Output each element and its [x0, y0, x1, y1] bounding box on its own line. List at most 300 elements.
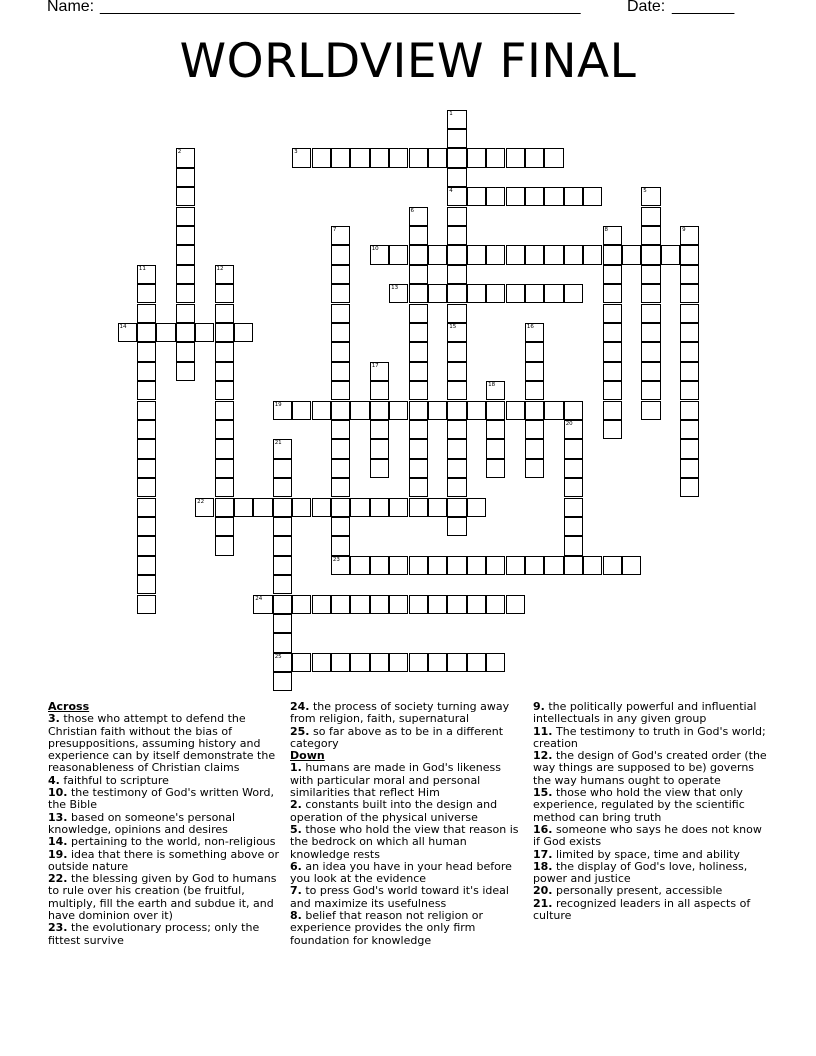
clue-number-label: 4. [48, 773, 60, 787]
grid-cell[interactable] [234, 498, 253, 517]
grid-cell[interactable] [428, 401, 447, 420]
clue-number: 22 [197, 498, 205, 505]
grid-cell[interactable] [389, 284, 408, 303]
grid-cell[interactable] [137, 478, 156, 497]
grid-cell[interactable] [234, 323, 253, 342]
grid-cell[interactable] [486, 653, 505, 672]
grid-cell[interactable] [273, 401, 292, 420]
grid-cell[interactable] [680, 265, 699, 284]
grid-cell[interactable] [506, 148, 525, 167]
grid-cell[interactable] [409, 148, 428, 167]
grid-cell[interactable] [331, 304, 350, 323]
grid-cell[interactable] [312, 148, 331, 167]
grid-cell[interactable] [603, 362, 622, 381]
grid-cell[interactable] [428, 653, 447, 672]
grid-cell[interactable] [544, 187, 563, 206]
grid-cell[interactable] [467, 556, 486, 575]
grid-cell[interactable] [176, 284, 195, 303]
grid-cell[interactable] [641, 401, 660, 420]
grid-cell[interactable] [389, 245, 408, 264]
grid-cell[interactable] [331, 342, 350, 361]
grid-cell[interactable] [564, 536, 583, 555]
grid-cell[interactable] [428, 245, 447, 264]
grid-cell[interactable] [176, 226, 195, 245]
grid-cell[interactable] [583, 556, 602, 575]
grid-cell[interactable] [564, 556, 583, 575]
grid-cell[interactable] [603, 304, 622, 323]
grid-cell[interactable] [215, 284, 234, 303]
grid-cell[interactable] [370, 362, 389, 381]
grid-cell[interactable] [525, 342, 544, 361]
grid-cell[interactable] [215, 381, 234, 400]
grid-cell[interactable] [331, 498, 350, 517]
grid-cell[interactable] [428, 556, 447, 575]
grid-cell[interactable] [350, 556, 369, 575]
grid-cell[interactable] [331, 556, 350, 575]
grid-cell[interactable] [409, 226, 428, 245]
grid-cell[interactable] [409, 362, 428, 381]
grid-cell[interactable] [273, 556, 292, 575]
grid-cell[interactable] [273, 498, 292, 517]
grid-cell[interactable] [331, 536, 350, 555]
grid-cell[interactable] [409, 420, 428, 439]
grid-cell[interactable] [447, 148, 466, 167]
grid-cell[interactable] [350, 653, 369, 672]
grid-cell[interactable] [641, 245, 660, 264]
grid-cell[interactable] [486, 187, 505, 206]
grid-cell[interactable] [603, 381, 622, 400]
grid-cell[interactable] [603, 226, 622, 245]
grid-cell[interactable] [544, 148, 563, 167]
grid-cell[interactable] [447, 323, 466, 342]
grid-cell[interactable] [603, 265, 622, 284]
grid-cell[interactable] [118, 323, 137, 342]
grid-cell[interactable] [331, 478, 350, 497]
grid-cell[interactable] [292, 401, 311, 420]
grid-cell[interactable] [215, 536, 234, 555]
grid-cell[interactable] [176, 245, 195, 264]
grid-cell[interactable] [680, 323, 699, 342]
grid-cell[interactable] [370, 401, 389, 420]
grid-cell[interactable] [409, 381, 428, 400]
grid-cell[interactable] [680, 284, 699, 303]
grid-cell[interactable] [603, 284, 622, 303]
grid-cell[interactable] [176, 323, 195, 342]
grid-cell[interactable] [370, 459, 389, 478]
grid-cell[interactable] [641, 304, 660, 323]
grid-cell[interactable] [292, 653, 311, 672]
clue-item [533, 787, 769, 824]
grid-cell[interactable] [680, 420, 699, 439]
grid-cell[interactable] [370, 381, 389, 400]
grid-cell[interactable] [447, 439, 466, 458]
grid-cell[interactable] [564, 401, 583, 420]
grid-cell[interactable] [273, 517, 292, 536]
grid-cell[interactable] [544, 245, 563, 264]
clue-item [533, 726, 769, 751]
grid-cell[interactable] [641, 342, 660, 361]
grid-cell[interactable] [525, 401, 544, 420]
grid-cell[interactable] [137, 420, 156, 439]
grid-cell[interactable] [137, 381, 156, 400]
grid-cell[interactable] [583, 187, 602, 206]
grid-cell[interactable] [641, 226, 660, 245]
grid-cell[interactable] [680, 439, 699, 458]
grid-cell[interactable] [506, 401, 525, 420]
grid-cell[interactable] [680, 342, 699, 361]
grid-cell[interactable] [680, 381, 699, 400]
grid-cell[interactable] [641, 323, 660, 342]
grid-cell[interactable] [525, 439, 544, 458]
grid-cell[interactable] [447, 517, 466, 536]
grid-cell[interactable] [680, 245, 699, 264]
clue-item [533, 750, 769, 787]
grid-cell[interactable] [370, 420, 389, 439]
grid-cell[interactable] [641, 381, 660, 400]
grid-cell[interactable] [273, 478, 292, 497]
grid-cell[interactable] [292, 148, 311, 167]
grid-cell[interactable] [447, 110, 466, 129]
grid-cell[interactable] [467, 148, 486, 167]
grid-cell[interactable] [486, 439, 505, 458]
grid-cell[interactable] [680, 478, 699, 497]
grid-cell[interactable] [447, 653, 466, 672]
grid-cell[interactable] [331, 323, 350, 342]
grid-cell[interactable] [137, 459, 156, 478]
grid-cell[interactable] [137, 342, 156, 361]
grid-cell[interactable] [273, 536, 292, 555]
grid-cell[interactable] [486, 284, 505, 303]
grid-cell[interactable] [292, 595, 311, 614]
grid-cell[interactable] [312, 401, 331, 420]
grid-cell[interactable] [564, 459, 583, 478]
grid-cell[interactable] [680, 226, 699, 245]
clue-item [290, 824, 522, 861]
grid-cell[interactable] [409, 595, 428, 614]
grid-cell[interactable] [447, 401, 466, 420]
grid-cell[interactable] [622, 556, 641, 575]
grid-cell[interactable] [447, 245, 466, 264]
grid-cell[interactable] [603, 556, 622, 575]
grid-cell[interactable] [273, 459, 292, 478]
grid-cell[interactable] [176, 362, 195, 381]
grid-cell[interactable] [409, 265, 428, 284]
grid-cell[interactable] [486, 245, 505, 264]
grid-cell[interactable] [215, 304, 234, 323]
grid-cell[interactable] [603, 401, 622, 420]
grid-cell[interactable] [447, 304, 466, 323]
grid-cell[interactable] [564, 245, 583, 264]
grid-cell[interactable] [215, 265, 234, 284]
grid-cell[interactable] [137, 536, 156, 555]
clue-text: the politically powerful and influential intellectuals in any given group [533, 700, 757, 726]
grid-cell[interactable] [467, 653, 486, 672]
grid-cell[interactable] [486, 459, 505, 478]
grid-cell[interactable] [215, 498, 234, 517]
grid-cell[interactable] [215, 323, 234, 342]
grid-cell[interactable] [331, 245, 350, 264]
grid-cell[interactable] [370, 498, 389, 517]
grid-cell[interactable] [215, 342, 234, 361]
across-heading: Across [48, 700, 90, 713]
grid-cell[interactable] [215, 420, 234, 439]
clue-item [533, 861, 769, 886]
grid-cell[interactable] [564, 420, 583, 439]
grid-cell[interactable] [525, 420, 544, 439]
grid-cell[interactable] [641, 284, 660, 303]
grid-cell[interactable] [331, 265, 350, 284]
grid-cell[interactable] [603, 342, 622, 361]
grid-cell[interactable] [137, 575, 156, 594]
grid-cell[interactable] [370, 439, 389, 458]
grid-cell[interactable] [661, 245, 680, 264]
grid-cell[interactable] [331, 362, 350, 381]
grid-cell[interactable] [273, 595, 292, 614]
grid-cell[interactable] [137, 265, 156, 284]
grid-cell[interactable] [253, 595, 272, 614]
grid-cell[interactable] [195, 323, 214, 342]
grid-cell[interactable] [215, 439, 234, 458]
grid-cell[interactable] [137, 284, 156, 303]
grid-cell[interactable] [331, 439, 350, 458]
grid-cell[interactable] [350, 148, 369, 167]
grid-cell[interactable] [215, 401, 234, 420]
grid-cell[interactable] [447, 556, 466, 575]
grid-cell[interactable] [486, 595, 505, 614]
grid-cell[interactable] [447, 362, 466, 381]
grid-cell[interactable] [389, 498, 408, 517]
grid-cell[interactable] [409, 401, 428, 420]
grid-cell[interactable] [137, 323, 156, 342]
grid-cell[interactable] [370, 245, 389, 264]
grid-cell[interactable] [447, 226, 466, 245]
grid-cell[interactable] [137, 595, 156, 614]
grid-cell[interactable] [389, 595, 408, 614]
grid-cell[interactable] [641, 187, 660, 206]
grid-cell[interactable] [292, 498, 311, 517]
grid-cell[interactable] [447, 595, 466, 614]
grid-cell[interactable] [331, 226, 350, 245]
grid-cell[interactable] [409, 342, 428, 361]
grid-cell[interactable] [680, 362, 699, 381]
grid-cell[interactable] [680, 304, 699, 323]
grid-cell[interactable] [273, 614, 292, 633]
grid-cell[interactable] [389, 653, 408, 672]
grid-cell[interactable] [176, 207, 195, 226]
grid-cell[interactable] [447, 478, 466, 497]
grid-cell[interactable] [215, 517, 234, 536]
grid-cell[interactable] [564, 439, 583, 458]
clue-number-label: 6. [290, 859, 302, 873]
grid-cell[interactable] [137, 362, 156, 381]
grid-cell[interactable] [447, 459, 466, 478]
grid-cell[interactable] [312, 498, 331, 517]
grid-cell[interactable] [156, 323, 175, 342]
clue-item [48, 787, 280, 812]
grid-cell[interactable] [506, 187, 525, 206]
grid-cell[interactable] [447, 187, 466, 206]
grid-cell[interactable] [506, 556, 525, 575]
grid-cell[interactable] [564, 498, 583, 517]
grid-cell[interactable] [564, 284, 583, 303]
grid-cell[interactable] [176, 168, 195, 187]
grid-cell[interactable] [525, 556, 544, 575]
grid-cell[interactable] [409, 439, 428, 458]
grid-cell[interactable] [409, 498, 428, 517]
grid-cell[interactable] [370, 148, 389, 167]
grid-cell[interactable] [525, 323, 544, 342]
grid-cell[interactable] [544, 556, 563, 575]
grid-cell[interactable] [447, 168, 466, 187]
grid-cell[interactable] [409, 207, 428, 226]
grid-cell[interactable] [409, 459, 428, 478]
grid-cell[interactable] [331, 148, 350, 167]
grid-cell[interactable] [331, 284, 350, 303]
grid-cell[interactable] [467, 595, 486, 614]
grid-cell[interactable] [467, 284, 486, 303]
grid-cell[interactable] [389, 556, 408, 575]
clue-number-label: 9. [533, 700, 545, 713]
grid-cell[interactable] [137, 304, 156, 323]
grid-cell[interactable] [447, 207, 466, 226]
grid-cell[interactable] [331, 381, 350, 400]
name-field[interactable]: ______________________________________________________ [100, 0, 581, 15]
grid-cell[interactable] [525, 284, 544, 303]
grid-cell[interactable] [603, 245, 622, 264]
grid-cell[interactable] [215, 478, 234, 497]
grid-cell[interactable] [331, 595, 350, 614]
grid-cell[interactable] [137, 517, 156, 536]
grid-cell[interactable] [350, 595, 369, 614]
grid-cell[interactable] [603, 420, 622, 439]
grid-cell[interactable] [331, 420, 350, 439]
grid-cell[interactable] [409, 304, 428, 323]
grid-cell[interactable] [273, 633, 292, 652]
grid-cell[interactable] [486, 148, 505, 167]
grid-cell[interactable] [506, 595, 525, 614]
grid-cell[interactable] [273, 575, 292, 594]
grid-cell[interactable] [350, 498, 369, 517]
grid-cell[interactable] [622, 245, 641, 264]
grid-cell[interactable] [525, 245, 544, 264]
grid-cell[interactable] [273, 653, 292, 672]
grid-cell[interactable] [486, 381, 505, 400]
grid-cell[interactable] [428, 595, 447, 614]
date-field[interactable]: _______ [672, 0, 735, 15]
grid-cell[interactable] [195, 498, 214, 517]
grid-cell[interactable] [467, 401, 486, 420]
grid-cell[interactable] [215, 459, 234, 478]
clue-number: 20 [565, 420, 573, 427]
grid-cell[interactable] [428, 284, 447, 303]
grid-cell[interactable] [137, 401, 156, 420]
grid-cell[interactable] [176, 265, 195, 284]
grid-cell[interactable] [273, 672, 292, 691]
grid-cell[interactable] [176, 148, 195, 167]
grid-cell[interactable] [564, 478, 583, 497]
grid-cell[interactable] [447, 381, 466, 400]
grid-cell[interactable] [137, 498, 156, 517]
grid-cell[interactable] [544, 401, 563, 420]
grid-cell[interactable] [467, 498, 486, 517]
grid-cell[interactable] [564, 187, 583, 206]
clue-number: 4 [449, 188, 453, 195]
grid-cell[interactable] [447, 420, 466, 439]
grid-cell[interactable] [350, 401, 369, 420]
clue-item [48, 713, 280, 774]
grid-cell[interactable] [409, 245, 428, 264]
grid-cell[interactable] [331, 401, 350, 420]
grid-cell[interactable] [389, 401, 408, 420]
grid-cell[interactable] [525, 362, 544, 381]
grid-cell[interactable] [447, 498, 466, 517]
grid-cell[interactable] [486, 420, 505, 439]
grid-cell[interactable] [389, 148, 408, 167]
grid-cell[interactable] [680, 401, 699, 420]
grid-cell[interactable] [447, 129, 466, 148]
grid-cell[interactable] [447, 284, 466, 303]
grid-cell[interactable] [506, 245, 525, 264]
grid-cell[interactable] [428, 148, 447, 167]
grid-cell[interactable] [525, 187, 544, 206]
grid-cell[interactable] [544, 284, 563, 303]
grid-cell[interactable] [486, 556, 505, 575]
grid-cell[interactable] [176, 187, 195, 206]
grid-cell[interactable] [525, 148, 544, 167]
grid-cell[interactable] [176, 304, 195, 323]
clue-column-3 [533, 701, 769, 922]
grid-cell[interactable] [564, 517, 583, 536]
grid-cell[interactable] [641, 265, 660, 284]
grid-cell[interactable] [525, 459, 544, 478]
grid-cell[interactable] [137, 556, 156, 575]
grid-cell[interactable] [312, 595, 331, 614]
grid-cell[interactable] [409, 478, 428, 497]
clue-number: 25 [274, 653, 282, 660]
grid-cell[interactable] [467, 187, 486, 206]
grid-cell[interactable] [447, 342, 466, 361]
grid-cell[interactable] [583, 245, 602, 264]
grid-cell[interactable] [137, 439, 156, 458]
grid-cell[interactable] [273, 439, 292, 458]
clue-text: those who hold the view that reason is the bedrock on which all human knowledge rests [290, 822, 519, 861]
grid-cell[interactable] [680, 459, 699, 478]
grid-cell[interactable] [253, 498, 272, 517]
grid-cell[interactable] [331, 653, 350, 672]
grid-cell[interactable] [331, 459, 350, 478]
grid-cell[interactable] [447, 265, 466, 284]
grid-cell[interactable] [603, 323, 622, 342]
grid-cell[interactable] [467, 245, 486, 264]
grid-cell[interactable] [486, 401, 505, 420]
grid-cell[interactable] [312, 653, 331, 672]
grid-cell[interactable] [525, 381, 544, 400]
grid-cell[interactable] [331, 517, 350, 536]
grid-cell[interactable] [641, 207, 660, 226]
grid-cell[interactable] [370, 653, 389, 672]
grid-cell[interactable] [215, 362, 234, 381]
grid-cell[interactable] [641, 362, 660, 381]
grid-cell[interactable] [409, 556, 428, 575]
grid-cell[interactable] [506, 284, 525, 303]
grid-cell[interactable] [428, 498, 447, 517]
grid-cell[interactable] [409, 284, 428, 303]
grid-cell[interactable] [409, 653, 428, 672]
grid-cell[interactable] [370, 595, 389, 614]
grid-cell[interactable] [370, 556, 389, 575]
grid-cell[interactable] [176, 342, 195, 361]
grid-cell[interactable] [409, 323, 428, 342]
